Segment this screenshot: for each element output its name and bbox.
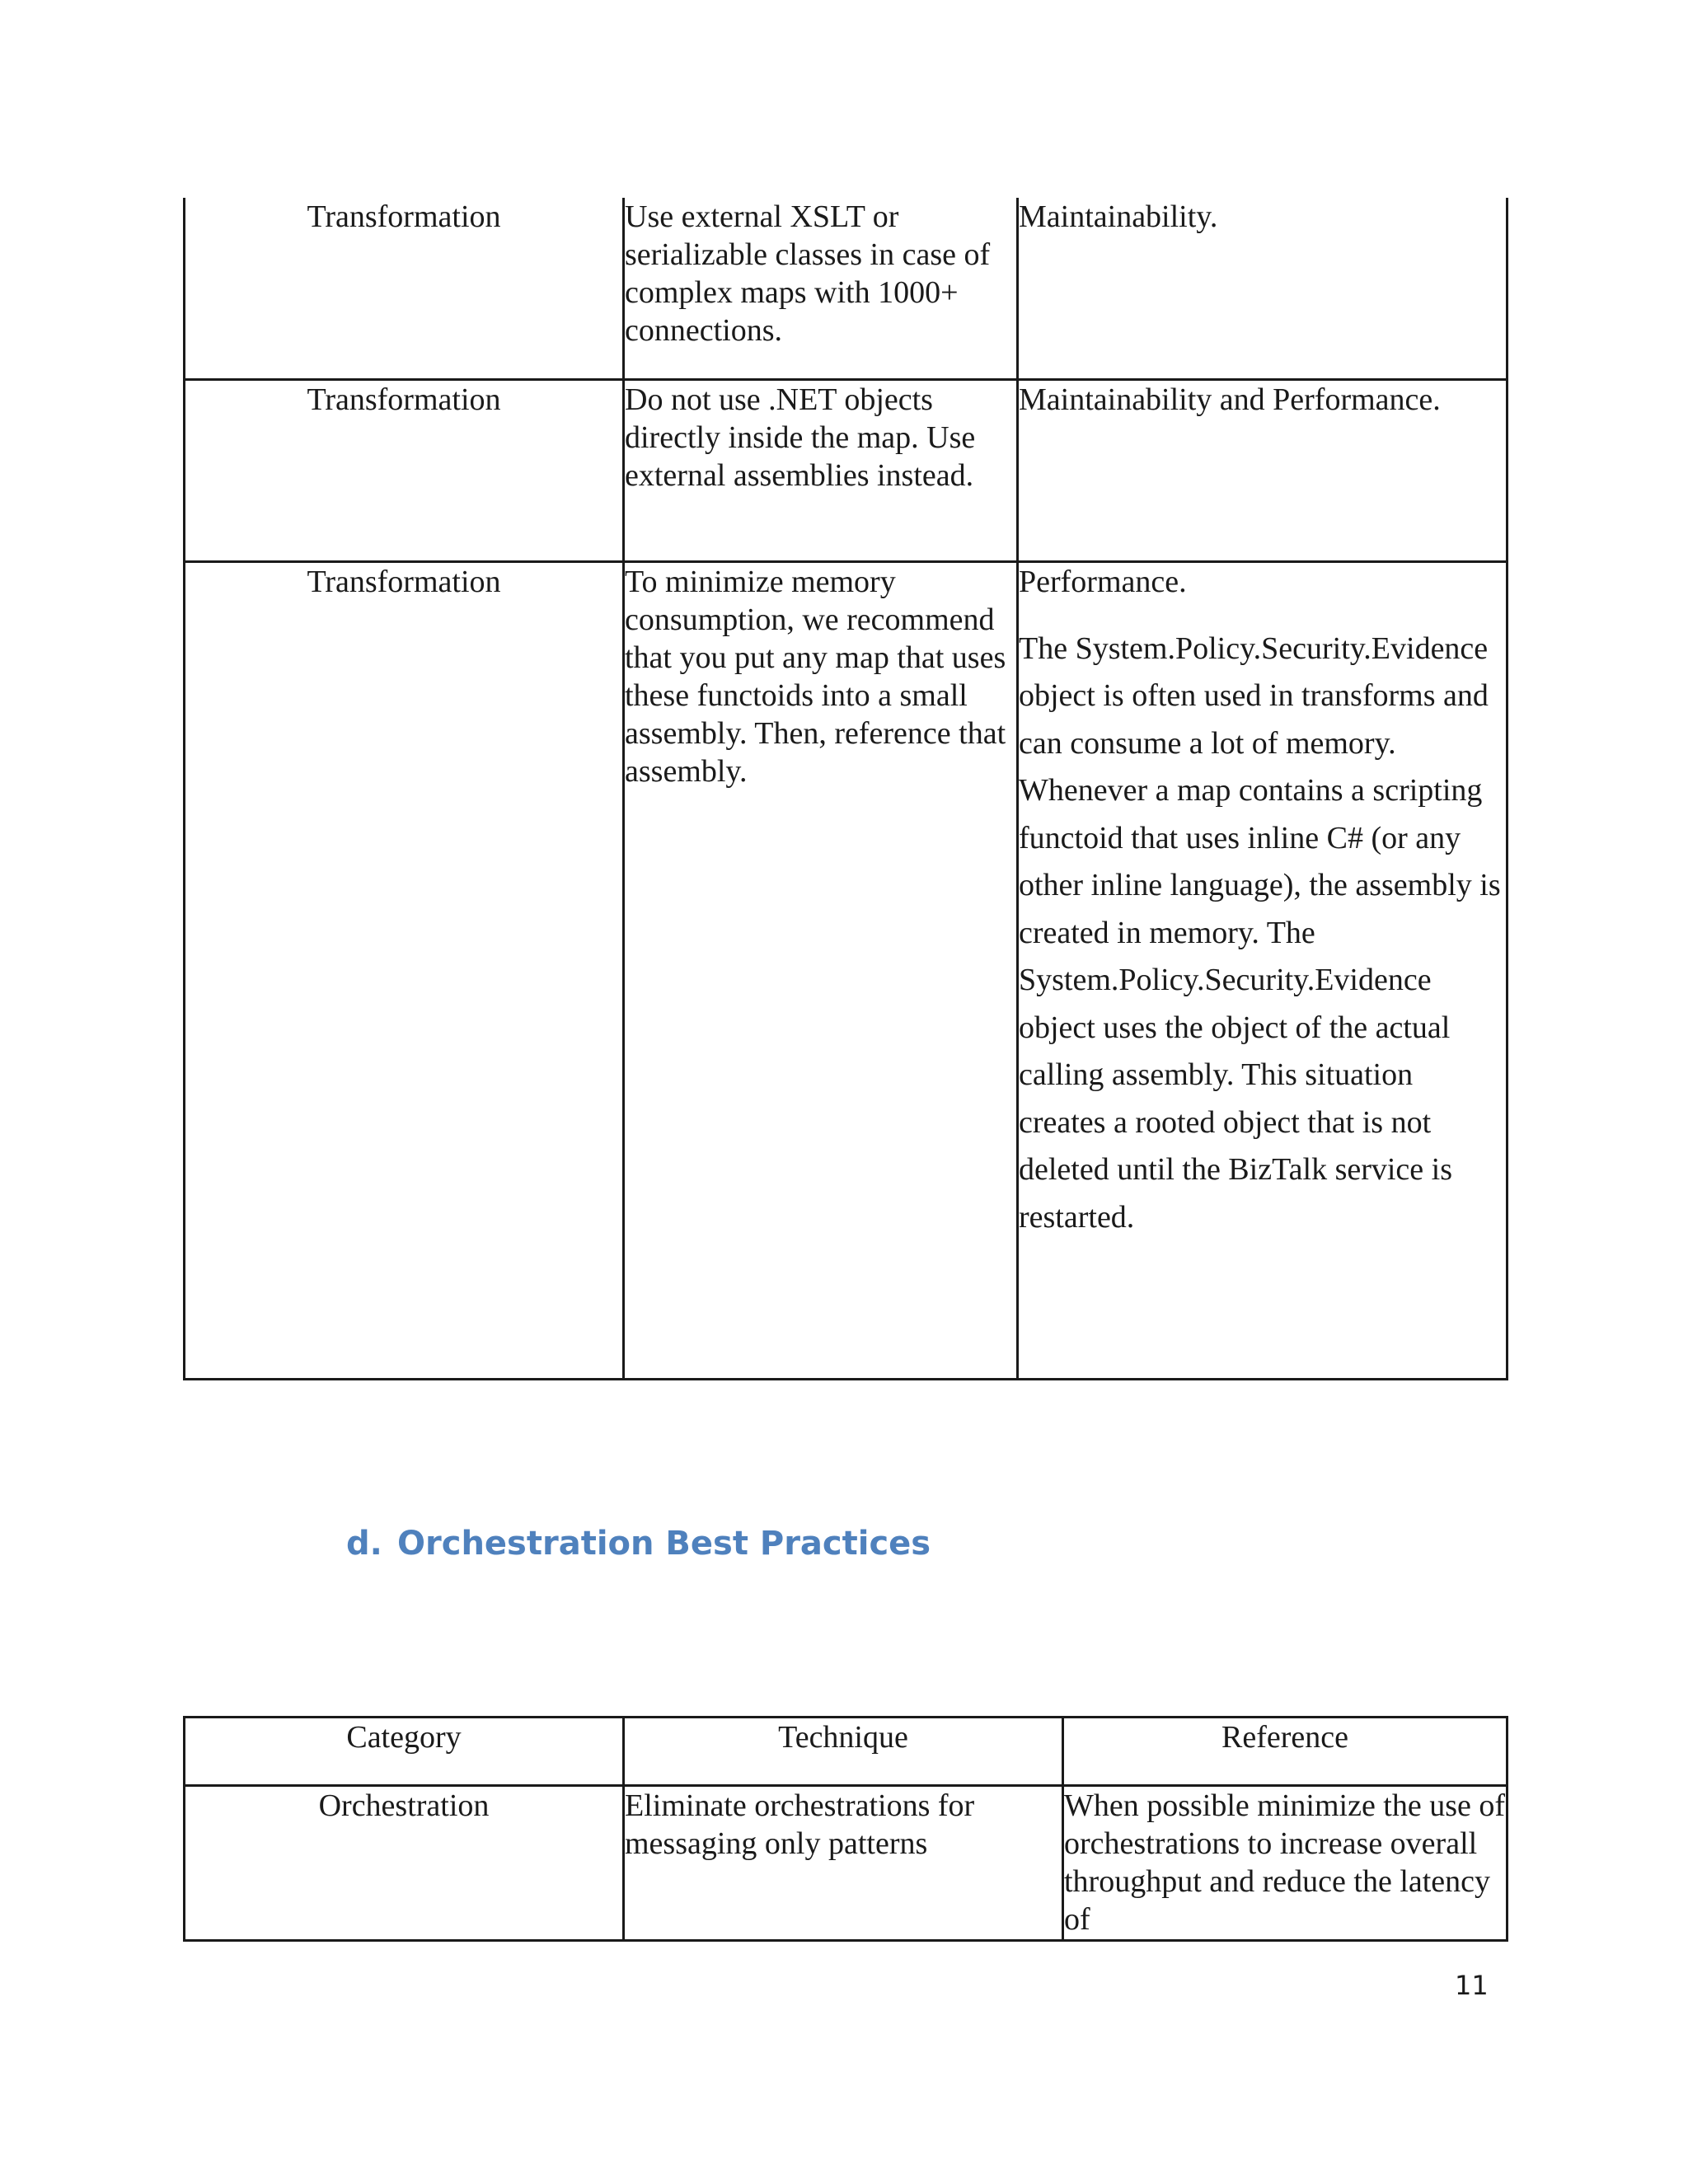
reference-cell: When possible minimize the use of orchestrations to increase overall throughput and reduce the latency of bbox=[1063, 1786, 1507, 1941]
technique-cell: To minimize memory consumption, we recommend that you put any map that uses these functoids into a small assembly. Then, reference that assembly. bbox=[624, 561, 1018, 1379]
reference-cell bbox=[1018, 379, 1507, 561]
orchestration-practices-table bbox=[183, 1716, 1508, 1942]
table-row bbox=[185, 198, 1507, 379]
column-header: Technique bbox=[624, 1718, 1063, 1786]
table-header-row bbox=[185, 1718, 1507, 1786]
reference-text: The System.Policy.Security.Evidence object is often used in transforms and can consume a lot of memory. Whenever a map contains a scripting functoid that uses inline C# (or any other inline language), the assembly is created in memory. The System.Policy.Security.Evidence object uses the object of the actual calling assembly. This situation creates a rooted object that is not deleted until the BizTalk service is restarted. bbox=[1019, 630, 1501, 1235]
reference-text: Performance. bbox=[1019, 564, 1187, 599]
category-cell: Orchestration bbox=[185, 1786, 624, 1941]
page-number: 11 bbox=[1455, 1970, 1489, 2001]
section-number: d. bbox=[346, 1525, 382, 1563]
column-header: Reference bbox=[1063, 1718, 1507, 1786]
category-cell: Transformation bbox=[185, 379, 624, 561]
section-title: Orchestration Best Practices bbox=[397, 1525, 931, 1563]
technique-cell: Do not use .NET objects directly inside the map. Use external assemblies instead. bbox=[624, 379, 1018, 561]
table-row bbox=[185, 561, 1507, 1379]
category-cell: Transformation bbox=[185, 561, 624, 1379]
reference-text: Maintainability. bbox=[1019, 199, 1218, 234]
section-heading bbox=[346, 1525, 931, 1563]
reference-cell bbox=[1018, 198, 1507, 379]
column-header: Category bbox=[185, 1718, 624, 1786]
reference-text: Maintainability and Performance. bbox=[1019, 382, 1441, 417]
reference-cell bbox=[1018, 561, 1507, 1379]
technique-cell: Use external XSLT or serializable classes in case of complex maps with 1000+ connections. bbox=[624, 198, 1018, 379]
category-cell: Transformation bbox=[185, 198, 624, 379]
transformation-practices-table bbox=[183, 198, 1508, 1380]
technique-cell: Eliminate orchestrations for messaging only patterns bbox=[624, 1786, 1063, 1941]
table-row bbox=[185, 379, 1507, 561]
table-row bbox=[185, 1786, 1507, 1941]
